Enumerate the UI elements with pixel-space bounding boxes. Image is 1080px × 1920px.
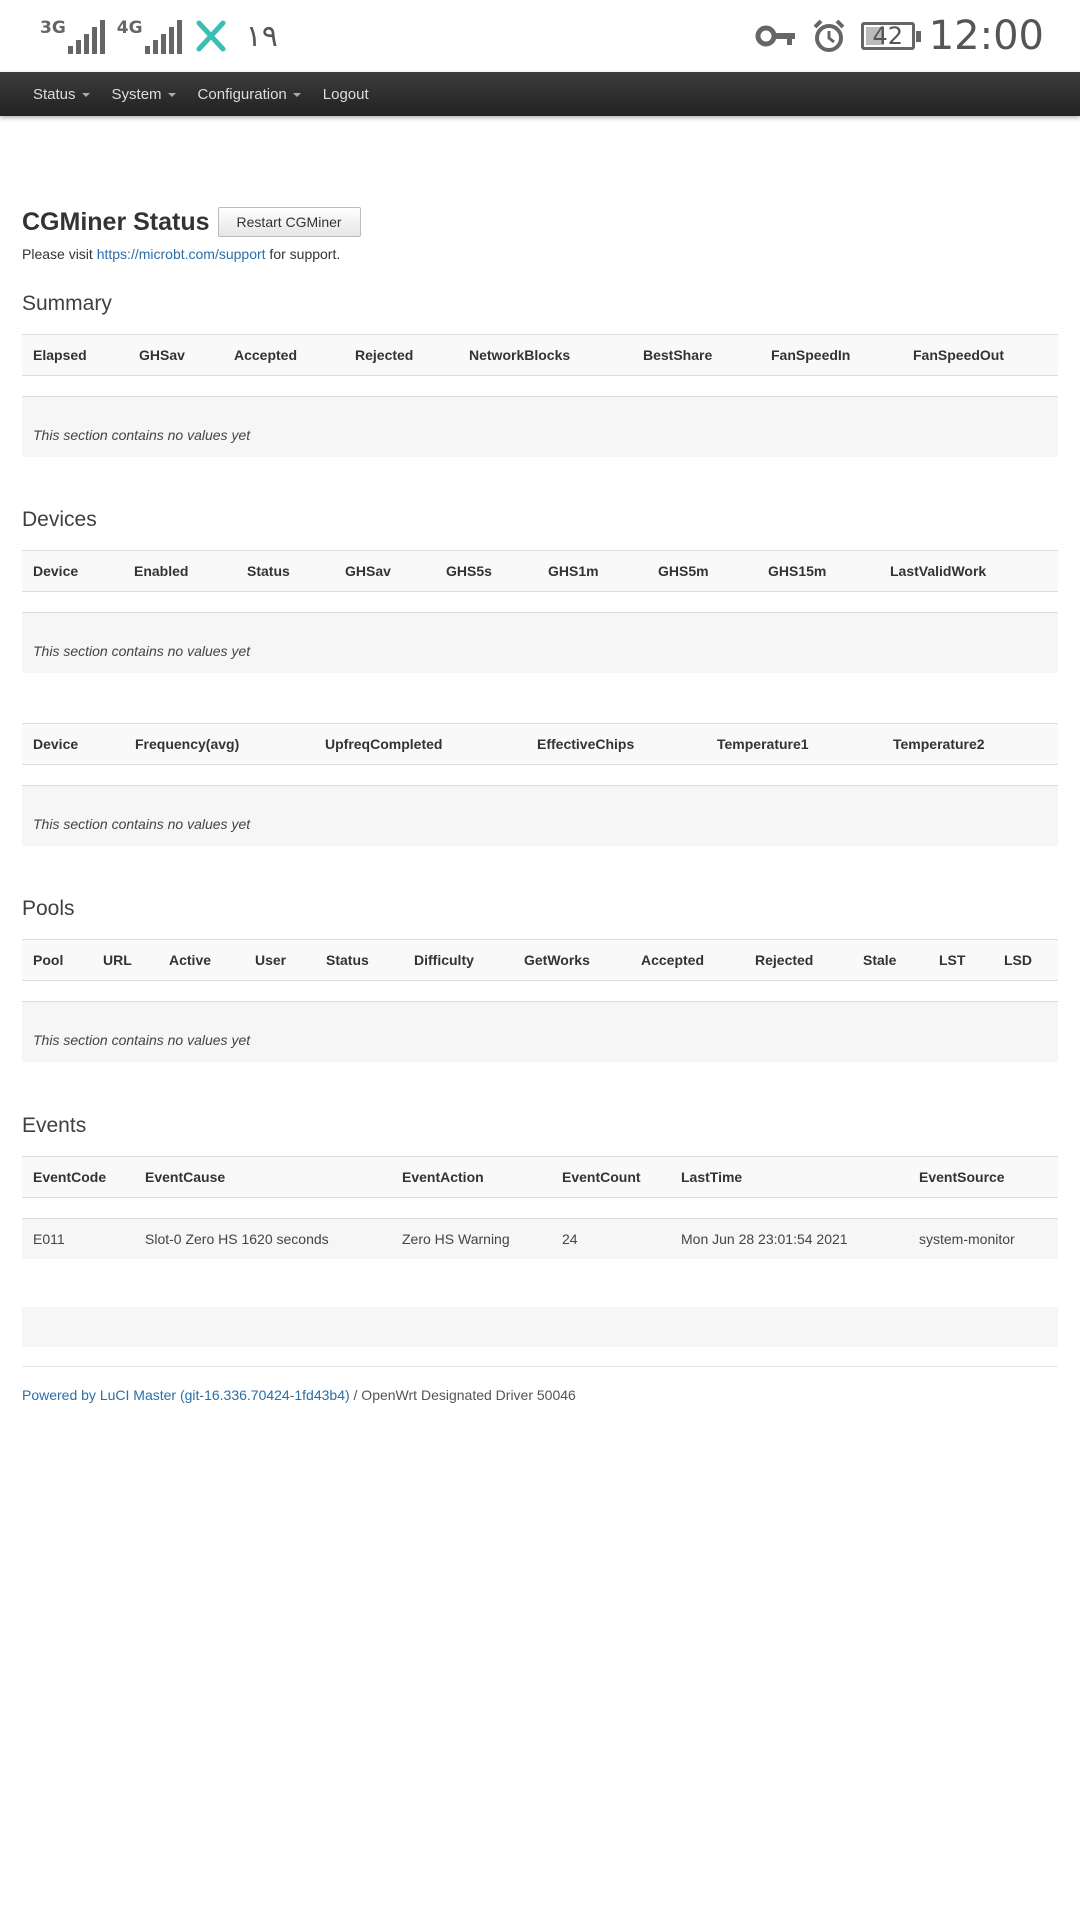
nav-configuration[interactable]: [187, 86, 312, 103]
column-header: Rejected: [755, 952, 814, 968]
column-header: URL: [103, 952, 132, 968]
column-header: LSD: [1004, 952, 1032, 968]
column-header: EventCode: [33, 1169, 107, 1185]
column-header: EventCause: [145, 1169, 226, 1185]
table-cell: system-monitor: [908, 1219, 1058, 1260]
nav-configuration-label: Configuration: [197, 85, 287, 103]
column-header: Device: [33, 563, 79, 579]
pools-empty-message: This section contains no values yet: [22, 1002, 1058, 1062]
table-cell: 24: [551, 1219, 670, 1260]
date-indicator: ١٩: [245, 18, 278, 54]
events-title: Events: [22, 1114, 87, 1137]
nav-status-label: Status: [33, 85, 76, 103]
alarm-icon: [811, 18, 847, 54]
luci-link[interactable]: Powered by LuCI Master (git-16.336.70424-1fd43b4): [22, 1387, 350, 1403]
column-header: GHS5s: [446, 563, 492, 579]
nav-logout[interactable]: [312, 86, 380, 103]
footer-suffix: / OpenWrt Designated Driver 50046: [349, 1387, 576, 1403]
x-app-icon: [194, 19, 228, 53]
table-cell: E011: [22, 1219, 134, 1260]
support-prefix: Please visit: [22, 246, 97, 262]
column-header: Temperature2: [893, 736, 985, 752]
support-suffix: for support.: [265, 246, 341, 262]
column-header: Difficulty: [414, 952, 474, 968]
footer-divider: [22, 1366, 1058, 1367]
devices-title: Devices: [22, 508, 97, 531]
net-type-4g: 4G: [116, 18, 143, 38]
table-cell: Mon Jun 28 23:01:54 2021: [670, 1219, 908, 1260]
column-header: User: [255, 952, 287, 968]
column-header: Rejected: [355, 347, 414, 363]
support-link[interactable]: https://microbt.com/support: [96, 246, 266, 262]
events-empty-row: [22, 1307, 1058, 1347]
column-header: EventSource: [919, 1169, 1005, 1185]
column-header: GetWorks: [524, 952, 590, 968]
column-header: EffectiveChips: [537, 736, 635, 752]
column-header: Frequency(avg): [135, 736, 240, 752]
column-header: EventAction: [402, 1169, 484, 1185]
table-cell: Slot-0 Zero HS 1620 seconds: [134, 1219, 391, 1260]
table-row: [22, 1219, 1058, 1260]
signal-4g-icon: [117, 18, 182, 54]
column-header: NetworkBlocks: [469, 347, 571, 363]
devices-empty-message: This section contains no values yet: [22, 613, 1058, 673]
column-header: Pool: [33, 952, 64, 968]
events-table: [22, 1156, 1058, 1259]
top-navbar: [0, 72, 1080, 116]
events-section: [22, 1114, 1058, 1347]
page-title: CGMiner Status: [22, 207, 210, 236]
column-header: GHS5m: [658, 563, 709, 579]
pools-table: [22, 939, 1058, 1002]
column-header: Enabled: [134, 563, 189, 579]
column-header: Device: [33, 736, 79, 752]
net-type-3g: 3G: [40, 18, 66, 38]
signal-3g-icon: [40, 18, 105, 54]
column-header: FanSpeedIn: [771, 347, 851, 363]
pools-section: [22, 897, 1058, 1062]
restart-cgminer-button[interactable]: Restart CGMiner: [218, 207, 361, 237]
nav-system[interactable]: [101, 86, 187, 103]
table-cell: Zero HS Warning: [391, 1219, 551, 1260]
column-header: Accepted: [641, 952, 705, 968]
summary-section: [22, 292, 1058, 457]
column-header: LST: [939, 952, 966, 968]
devices-table: [22, 550, 1058, 613]
column-header: Elapsed: [33, 347, 87, 363]
battery-icon: [861, 22, 915, 50]
key-icon: [755, 24, 797, 48]
main-content: [22, 200, 1058, 1247]
caret-down-icon: [168, 93, 176, 97]
column-header: LastValidWork: [890, 563, 987, 579]
caret-down-icon: [82, 93, 90, 97]
nav-system-label: System: [111, 85, 162, 103]
devices-detail-empty-message: This section contains no values yet: [22, 786, 1058, 846]
nav-logout-label: Logout: [322, 85, 369, 103]
summary-table: [22, 334, 1058, 397]
clock: 12:00: [928, 13, 1044, 59]
column-header: BestShare: [643, 347, 713, 363]
column-header: UpfreqCompleted: [325, 736, 443, 752]
footer: [22, 1387, 576, 1403]
column-header: Temperature1: [717, 736, 809, 752]
column-header: GHSav: [345, 563, 391, 579]
caret-down-icon: [293, 93, 301, 97]
status-bar: [0, 0, 1080, 72]
column-header: Status: [326, 952, 369, 968]
column-header: GHS15m: [768, 563, 827, 579]
column-header: Stale: [863, 952, 897, 968]
column-header: LastTime: [681, 1169, 743, 1185]
column-header: GHS1m: [548, 563, 599, 579]
column-header: GHSav: [139, 347, 185, 363]
support-text: [22, 246, 1058, 262]
pools-title: Pools: [22, 897, 75, 920]
summary-title: Summary: [22, 292, 112, 315]
column-header: Active: [169, 952, 212, 968]
nav-status[interactable]: [22, 86, 101, 103]
devices-section: [22, 508, 1058, 846]
column-header: EventCount: [562, 1169, 641, 1185]
devices-detail-table: [22, 723, 1058, 786]
column-header: Accepted: [234, 347, 298, 363]
column-header: Status: [247, 563, 290, 579]
summary-empty-message: This section contains no values yet: [22, 397, 1058, 457]
battery-level: 42: [872, 22, 903, 50]
column-header: FanSpeedOut: [913, 347, 1005, 363]
